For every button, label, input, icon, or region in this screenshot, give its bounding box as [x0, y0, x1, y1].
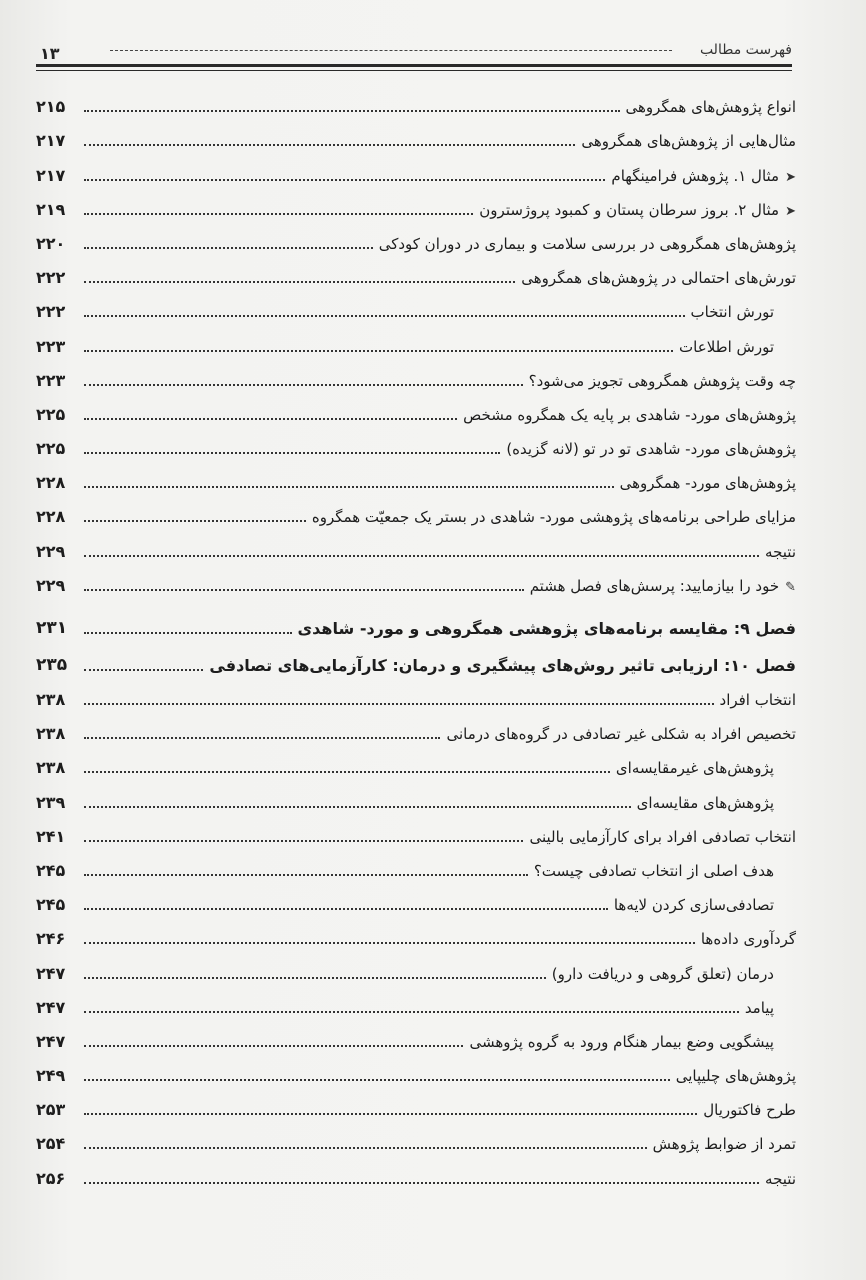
toc-entry-title [626, 98, 797, 122]
toc-entry-title [506, 440, 796, 464]
toc-row[interactable] [36, 191, 796, 225]
toc-entry-text: پژوهش‌های همگروهی در بررسی سلامت و بیماری در دوران کودکی [378, 234, 796, 253]
toc-entry-title [312, 508, 796, 532]
toc-entry-title [529, 828, 796, 852]
header-page-number: ۱۳ [40, 44, 60, 63]
dot-leader [84, 806, 631, 808]
dot-leader [84, 213, 473, 215]
header-rule-thick [36, 64, 792, 67]
dot-leader [84, 1113, 697, 1115]
dot-leader [84, 977, 546, 979]
toc-page-number: ۲۲۸ [36, 473, 66, 493]
toc-row[interactable] [36, 293, 796, 327]
toc-page-number: ۲۳۵ [36, 654, 68, 675]
dot-leader [84, 1147, 647, 1149]
toc-entry-text: هدف اصلی از انتخاب تصادفی چیست؟ [533, 861, 774, 880]
toc-entry-title [209, 656, 796, 681]
toc-entry-text: فصل ۹: مقایسه برنامه‌های پژوهشی همگروهی و مورد- شاهدی [297, 618, 796, 638]
toc-page-number: ۲۲۰ [36, 233, 66, 253]
toc-page-number: ۲۳۹ [36, 792, 66, 812]
dot-leader [84, 384, 523, 386]
toc-entry-text: مثال ۱. پژوهش فرامینگهام [611, 166, 780, 185]
toc-row[interactable] [36, 749, 796, 783]
toc-chapter-row[interactable] [36, 607, 796, 644]
toc-page-number: ۲۲۹ [36, 541, 66, 561]
dot-leader [84, 281, 515, 283]
dot-leader [84, 589, 524, 591]
toc-row[interactable] [36, 122, 796, 156]
toc-entry-title [691, 303, 797, 327]
toc-entry-text: پژوهش‌های غیرمقایسه‌ای [615, 759, 774, 778]
toc-row[interactable] [36, 156, 796, 190]
toc-entry-title [379, 235, 796, 259]
toc-page-number: ۲۴۵ [36, 860, 66, 880]
dot-leader [84, 669, 203, 671]
toc-entry-text: نتیجه [765, 1169, 796, 1188]
toc-row[interactable] [36, 1091, 796, 1125]
toc-page-number: ۲۵۴ [36, 1134, 66, 1154]
toc-row[interactable] [36, 783, 796, 817]
toc-entry-text: انتخاب افراد [719, 691, 796, 709]
toc-page-number: ۲۵۶ [36, 1168, 66, 1188]
toc-row[interactable] [36, 464, 796, 498]
toc-entry-title [521, 269, 796, 293]
dot-leader [84, 771, 610, 773]
toc-entry-text: تورش‌های احتمالی در پژوهش‌های همگروهی [521, 269, 796, 288]
dot-leader [84, 179, 605, 181]
toc-page-number: ۲۴۹ [36, 1066, 66, 1086]
toc-entry-title [703, 1101, 796, 1125]
toc-page-number: ۲۳۱ [36, 617, 68, 638]
toc-row[interactable] [36, 852, 796, 886]
dot-leader [84, 1182, 759, 1184]
arrow-bullet-icon: ➤ [785, 203, 796, 219]
toc-page-number: ۲۲۲ [36, 302, 66, 322]
arrow-bullet-icon: ➤ [785, 169, 796, 185]
toc-entry-title [552, 965, 796, 989]
toc-entry-title [581, 132, 796, 156]
toc-row[interactable] [36, 1125, 796, 1159]
toc-row[interactable] [36, 532, 796, 566]
toc-page-number: ۲۲۸ [36, 507, 66, 527]
dot-leader [84, 486, 614, 488]
toc-entry-text: فصل ۱۰: ارزیابی تاثیر روش‌های پیشگیری و درمان: کارآزمایی‌های تصادفی [209, 655, 796, 675]
dot-leader [84, 632, 292, 634]
toc-entry-title [765, 543, 796, 567]
dot-leader [84, 1011, 739, 1013]
toc-entry-title [745, 999, 796, 1023]
toc-row[interactable] [36, 1023, 796, 1057]
toc-row[interactable] [36, 259, 796, 293]
toc-row[interactable] [36, 567, 796, 601]
dot-leader [84, 144, 575, 146]
toc-row[interactable] [36, 362, 796, 396]
dot-leader [84, 1079, 670, 1081]
toc-page-number: ۲۴۱ [36, 826, 66, 846]
toc-entry-text: پژوهش‌های مورد- شاهدی تو در تو (لانه گزیده) [506, 440, 796, 459]
dot-leader [84, 555, 759, 557]
dot-leader [84, 452, 500, 454]
toc-page-number: ۲۳۸ [36, 690, 66, 709]
toc-entry-title [463, 406, 796, 430]
toc-entry-text: پیامد [744, 998, 774, 1017]
pencil-icon: ✎ [785, 579, 796, 595]
toc-page-number: ۲۴۵ [36, 895, 66, 915]
toc-entry-title [446, 725, 796, 749]
dot-leader [84, 908, 608, 910]
toc-entry-text: گردآوری داده‌ها [700, 930, 796, 949]
toc-page-number: ۲۱۷ [36, 131, 66, 151]
toc-page-number: ۲۲۵ [36, 439, 66, 459]
toc-row[interactable] [36, 681, 796, 715]
dot-leader [84, 418, 457, 420]
toc-row[interactable] [36, 920, 796, 954]
toc-entry-title [616, 759, 796, 783]
toc-chapter-row[interactable] [36, 644, 796, 681]
toc-row[interactable] [36, 1159, 796, 1193]
toc-entry-title [611, 167, 796, 191]
toc-entry-text: پیشگویی وضع بیمار هنگام ورود به گروه پژوهشی [469, 1032, 774, 1051]
toc-page-number: ۲۱۵ [36, 97, 66, 117]
dot-leader [84, 942, 695, 944]
toc-entry-title [653, 1135, 796, 1159]
toc-entry-title [530, 577, 796, 601]
toc-page-number: ۲۴۷ [36, 1031, 66, 1051]
toc-entry-title [765, 1170, 796, 1194]
toc-entry-text: مزایای طراحی برنامه‌های پژوهشی مورد- شاهدی در بستر یک جمعیّت همگروه [311, 508, 796, 527]
toc-entry-title [469, 1033, 796, 1057]
toc-row[interactable] [36, 327, 796, 361]
toc-row[interactable] [36, 989, 796, 1023]
toc-page-number: ۲۲۲ [36, 268, 66, 288]
toc-row[interactable] [36, 396, 796, 430]
toc-entry-text: خود را بیازمایید: پرسش‌های فصل هشتم [529, 576, 780, 595]
toc-page-number: ۲۴۷ [36, 997, 66, 1017]
toc-entry-title [534, 862, 796, 886]
toc-entry-text: طرح فاکتوریال [703, 1101, 796, 1120]
toc-page-number: ۲۴۷ [36, 963, 66, 983]
toc-entry-title [637, 794, 796, 818]
toc-entry-text: درمان (تعلق گروهی و دریافت دارو) [551, 964, 774, 983]
toc-entry-title [479, 201, 796, 225]
toc-entry-text: پژوهش‌های مورد- همگروهی [619, 474, 796, 493]
toc-row[interactable] [36, 818, 796, 852]
toc-row[interactable] [36, 715, 796, 749]
header-dashes [110, 50, 672, 51]
toc-entry-text: چه وقت پژوهش همگروهی تجویز می‌شود؟ [528, 371, 796, 390]
dot-leader [84, 520, 306, 522]
header-title: فهرست مطالب [699, 42, 792, 58]
dot-leader [84, 1045, 463, 1047]
dot-leader [84, 110, 620, 112]
toc-entry-text: انتخاب تصادفی افراد برای کارآزمایی بالینی [529, 827, 796, 846]
toc-page-number: ۲۵۳ [36, 1100, 66, 1120]
toc-entry-text: نتیجه [765, 542, 796, 561]
toc-entry-text: مثال ۲. بروز سرطان پستان و کمبود پروژسترون [479, 200, 780, 219]
toc-row[interactable] [36, 225, 796, 259]
toc-entry-title [529, 372, 796, 396]
toc-page-number: ۲۱۹ [36, 199, 66, 219]
toc-row[interactable] [36, 1057, 796, 1091]
dot-leader [84, 703, 714, 705]
toc-entry-title [620, 474, 796, 498]
toc-entry-title [298, 619, 796, 644]
toc-row[interactable] [36, 430, 796, 464]
toc-entry-title [720, 691, 796, 715]
toc-row[interactable] [36, 88, 796, 122]
toc-entry-title [679, 338, 796, 362]
toc-entry-text: مثال‌هایی از پژوهش‌های همگروهی [581, 132, 796, 151]
header-rule-thin [36, 70, 792, 71]
toc-entry-text: تخصیص افراد به شکلی غیر تصادفی در گروه‌های درمانی [446, 725, 796, 744]
toc-page-number: ۲۲۵ [36, 404, 66, 424]
dot-leader [84, 874, 528, 876]
table-of-contents [36, 88, 796, 1194]
toc-entry-text: تمرد از ضوابط پژوهش [652, 1135, 796, 1154]
toc-page-number: ۲۳۸ [36, 724, 66, 744]
dot-leader [84, 737, 440, 739]
toc-page-number: ۲۱۷ [36, 165, 66, 185]
toc-page-number: ۲۲۳ [36, 370, 66, 390]
toc-entry-title [701, 930, 796, 954]
toc-page-number: ۲۲۳ [36, 336, 66, 356]
toc-entry-text: پژوهش‌های مقایسه‌ای [636, 793, 774, 812]
dot-leader [84, 840, 523, 842]
toc-entry-text: انواع پژوهش‌های همگروهی [625, 98, 796, 117]
toc-entry-text: پژوهش‌های مورد- شاهدی بر پایه یک همگروه مشخص [463, 405, 796, 424]
toc-row[interactable] [36, 498, 796, 532]
toc-page-number: ۲۲۹ [36, 575, 66, 595]
toc-entry-text: تصادفی‌سازی کردن لایه‌ها [613, 896, 774, 915]
dot-leader [84, 350, 673, 352]
toc-page-number: ۲۳۸ [36, 758, 66, 778]
toc-entry-text: تورش اطلاعات [679, 337, 774, 356]
dot-leader [84, 247, 373, 249]
toc-page-number: ۲۴۶ [36, 929, 66, 949]
toc-entry-text: پژوهش‌های چلیپایی [675, 1067, 796, 1086]
toc-entry-title [614, 896, 796, 920]
toc-row[interactable] [36, 954, 796, 988]
dot-leader [84, 315, 685, 317]
toc-entry-text: تورش انتخاب [690, 303, 774, 322]
toc-row[interactable] [36, 886, 796, 920]
toc-entry-title [676, 1067, 796, 1091]
